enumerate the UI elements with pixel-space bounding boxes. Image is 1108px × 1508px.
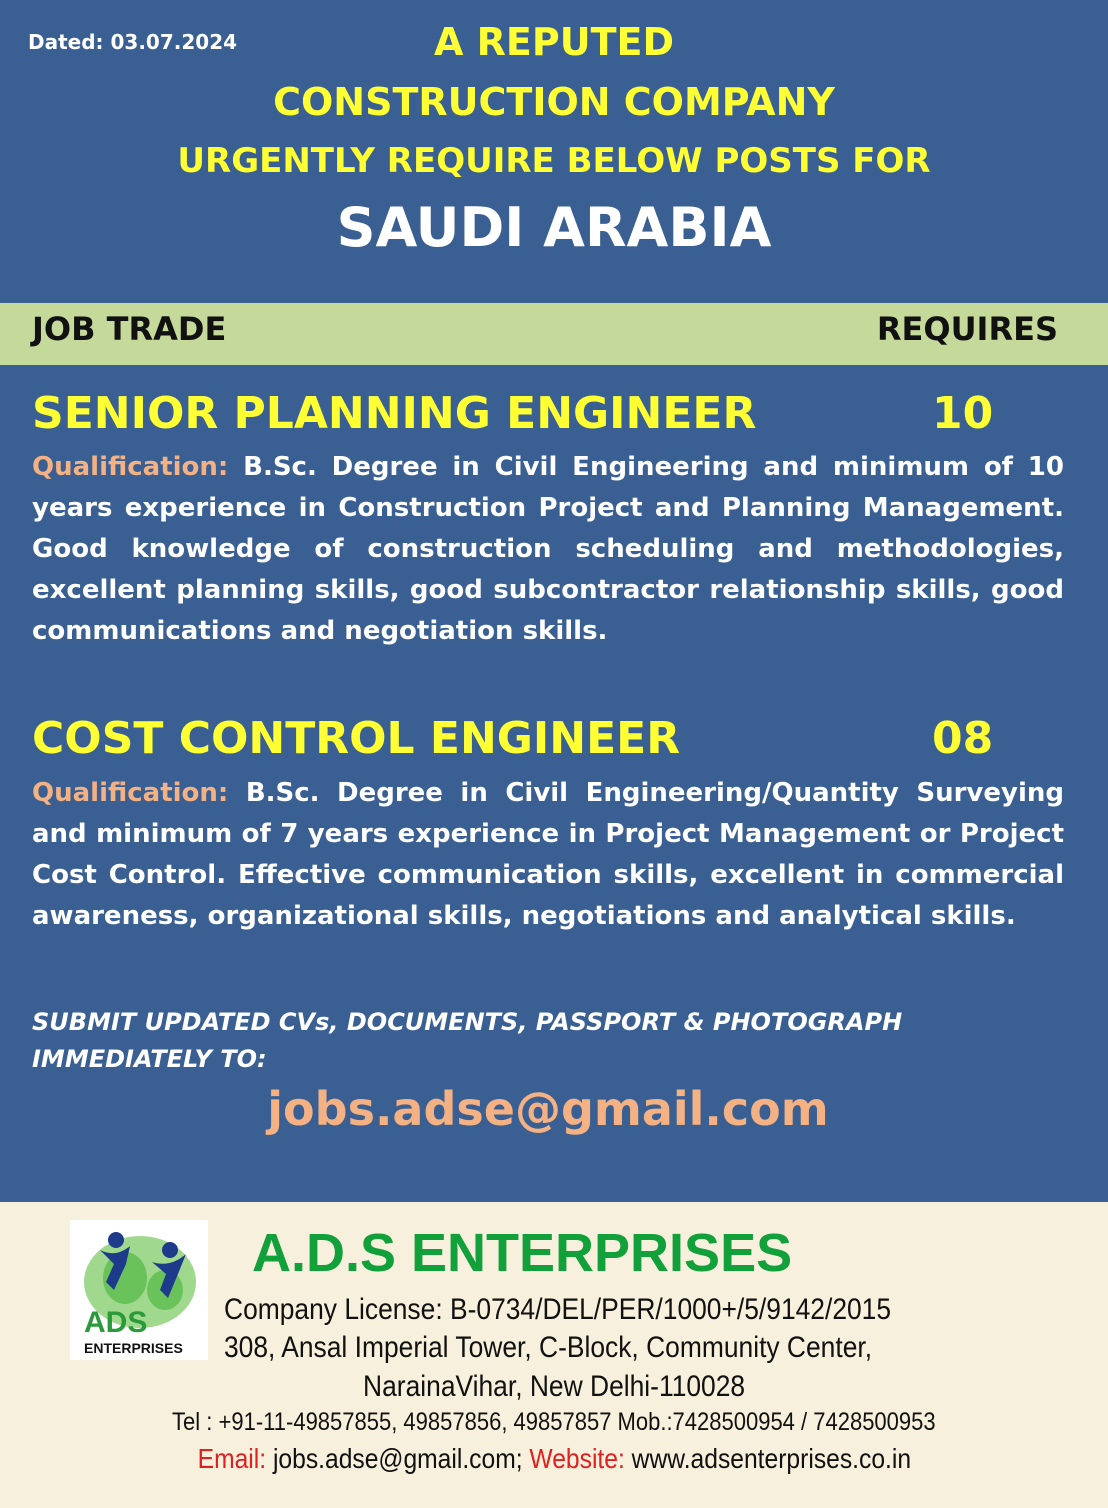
job-title-cost-control: COST CONTROL ENGINEER [32,713,681,764]
email-label: Email: [197,1443,266,1474]
logo-text: ADS [84,1306,148,1339]
job-count-cost-control: 08 [932,713,994,764]
qualification-senior-planning [32,447,1064,652]
qualification-text: B.Sc. Degree in Civil Engineering and minimum of 10 years experience in Construction Project and Planning Management. Good knowledge of construction scheduling and methodologies, excellent planning skills, good subcontractor relationship skills, good communications and negotiation skills. [32,452,1064,646]
address-line-1 [224,1331,960,1365]
submit-email-link[interactable]: jobs.adse@gmail.com [267,1082,829,1136]
website-label: Website: [522,1443,625,1474]
job-count-senior-planning: 10 [932,388,994,439]
qualification-cost-control [32,773,1064,937]
submit-instruction: SUBMIT UPDATED CVs, DOCUMENTS, PASSPORT & PHOTOGRAPH IMMEDIATELY TO: [32,1008,903,1073]
license-text: Company License: B-0734/DEL/PER/1000+/5/9142/2015 [224,1293,892,1326]
logo-subtext: ENTERPRISES [84,1340,183,1356]
qualification-label: Qualification: [32,778,229,808]
telephone-text: Tel : +91-11-49857855, 49857856, 49857857 Mob.:7428500954 / 7428500953 [172,1408,936,1436]
job-title-senior-planning: SENIOR PLANNING ENGINEER [32,388,757,439]
country-heading: SAUDI ARABIA [336,196,772,259]
heading-line-2: CONSTRUCTION COMPANY [273,80,835,124]
contact-line [0,1443,1108,1475]
contact-line-content [197,1443,910,1475]
heading-line-1: A REPUTED [434,20,674,64]
requires-header: REQUIRES [876,310,1058,348]
company-license [224,1293,982,1327]
address-line-2 [0,1370,1108,1404]
qualification-text: B.Sc. Degree in Civil Engineering/Quantity Surveying and minimum of 7 years experience in Project Management or Project Cost Control. Effective communication skills, excellent in commercial awareness, organizational skills, negotiations and analytical skills. [32,778,1064,931]
footer-email-link[interactable]: jobs.adse@gmail.com; [265,1443,523,1474]
job-trade-header: JOB TRADE [32,310,227,348]
address-line-1-text: 308, Ansal Imperial Tower, C-Block, Community Center, [224,1331,873,1364]
telephone-line [0,1408,1108,1437]
company-name: A.D.S ENTERPRISES [252,1223,793,1283]
dated-label: Dated: 03.07.2024 [28,30,238,54]
website-link[interactable]: www.adsenterprises.co.in [624,1443,911,1474]
address-line-2-text: NarainaVihar, New Delhi-110028 [362,1370,746,1403]
qualification-label: Qualification: [32,452,229,482]
heading-line-3: URGENTLY REQUIRE BELOW POSTS FOR [177,141,931,181]
